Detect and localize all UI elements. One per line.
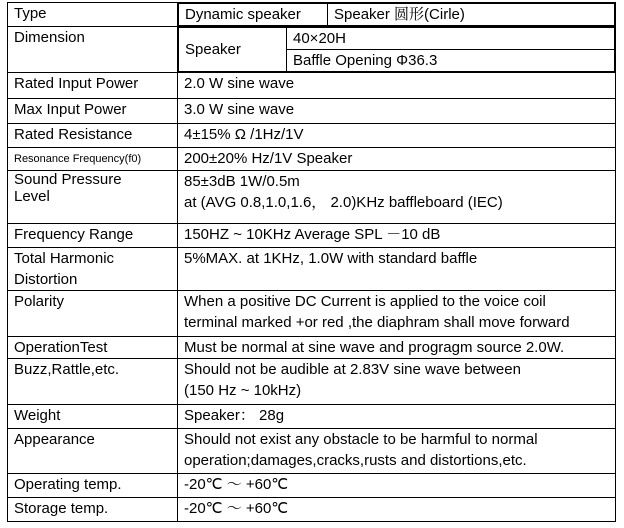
label-buzz-rattle: Buzz,Rattle,etc.: [8, 359, 178, 405]
label-rated-input-power: Rated Input Power: [8, 73, 178, 99]
row-sound-pressure-level: [8, 171, 616, 224]
value-polarity-line1: When a positive DC Current is applied to the voice coil: [184, 293, 546, 310]
type-subtable: [178, 3, 615, 26]
row-operation-test: [8, 337, 616, 359]
row-weight: [8, 405, 616, 429]
row-type: [8, 3, 616, 27]
value-rated-input-power: 2.0 W sine wave: [178, 73, 616, 99]
row-frequency-range: [8, 224, 616, 248]
label-max-input-power: Max Input Power: [8, 99, 178, 124]
spec-table: [7, 2, 616, 522]
value-dimension-baffle: Baffle Opening Φ36.3: [287, 50, 615, 72]
label-thd-line1: Total Harmonic: [14, 250, 115, 267]
row-polarity: [8, 291, 616, 337]
label-frequency-range: Frequency Range: [8, 224, 178, 248]
value-operating-temp: -20℃ ～ +60℃: [178, 474, 616, 498]
label-storage-temp: Storage temp.: [8, 498, 178, 522]
row-total-harmonic-distortion: [8, 248, 616, 291]
value-operation-test: Must be normal at sine wave and progragm source 2.0W.: [178, 337, 616, 359]
label-operation-test: OperationTest: [8, 337, 178, 359]
label-polarity: Polarity: [8, 291, 178, 337]
row-storage-temp: [8, 498, 616, 522]
value-total-harmonic-distortion: 5%MAX. at 1KHz, 1.0W with standard baffle: [178, 248, 616, 291]
value-appearance-line1: Should not exist any obstacle to be harmful to normal: [184, 431, 538, 448]
row-appearance: [8, 429, 616, 474]
value-type-kind: Dynamic speaker: [179, 4, 328, 26]
row-dimension: [8, 27, 616, 73]
value-weight: Speaker： 28g: [178, 405, 616, 429]
value-appearance-line2: operation;damages,cracks,rusts and distortions,etc.: [184, 452, 527, 469]
dimension-subtable: [178, 27, 615, 72]
row-operating-temp: [8, 474, 616, 498]
row-max-input-power: [8, 99, 616, 124]
label-type: Type: [8, 3, 178, 27]
row-rated-resistance: [8, 124, 616, 148]
label-sound-pressure-line1: Sound Pressure: [14, 171, 122, 188]
value-max-input-power: 3.0 W sine wave: [178, 99, 616, 124]
row-buzz-rattle: [8, 359, 616, 405]
label-resonance-frequency: Resonance Frequency(f0): [8, 148, 178, 171]
row-resonance-frequency: [8, 148, 616, 171]
value-resonance-frequency: 200±20% Hz/1V Speaker: [178, 148, 616, 171]
value-polarity-line2: terminal marked +or red ,the diaphram shall move forward: [184, 314, 570, 331]
label-appearance: Appearance: [8, 429, 178, 474]
label-sound-pressure-line2: Level: [14, 188, 50, 205]
value-buzz-line1: Should not be audible at 2.83V sine wave between: [184, 361, 521, 378]
value-storage-temp: -20℃ ～ +60℃: [178, 498, 616, 522]
label-rated-resistance: Rated Resistance: [8, 124, 178, 148]
value-frequency-range: 150HZ ~ 10KHz Average SPL －10 dB: [178, 224, 616, 248]
value-sound-pressure-line2: at (AVG 0.8,1.0,1.6， 2.0)KHz baffleboard (IEC): [184, 194, 503, 211]
value-rated-resistance: 4±15% Ω /1Hz/1V: [178, 124, 616, 148]
row-rated-input-power: [8, 73, 616, 99]
label-weight: Weight: [8, 405, 178, 429]
label-dimension: Dimension: [8, 27, 178, 73]
value-sound-pressure-line1: 85±3dB 1W/0.5m: [184, 173, 300, 190]
value-dimension-part: Speaker: [179, 28, 287, 72]
value-dimension-size: 40×20H: [287, 28, 615, 50]
value-buzz-line2: (150 Hz ~ 10kHz): [184, 382, 302, 399]
value-type-shape: Speaker 圆形(Cirle): [328, 4, 615, 26]
label-thd-line2: Distortion: [14, 271, 78, 288]
label-operating-temp: Operating temp.: [8, 474, 178, 498]
